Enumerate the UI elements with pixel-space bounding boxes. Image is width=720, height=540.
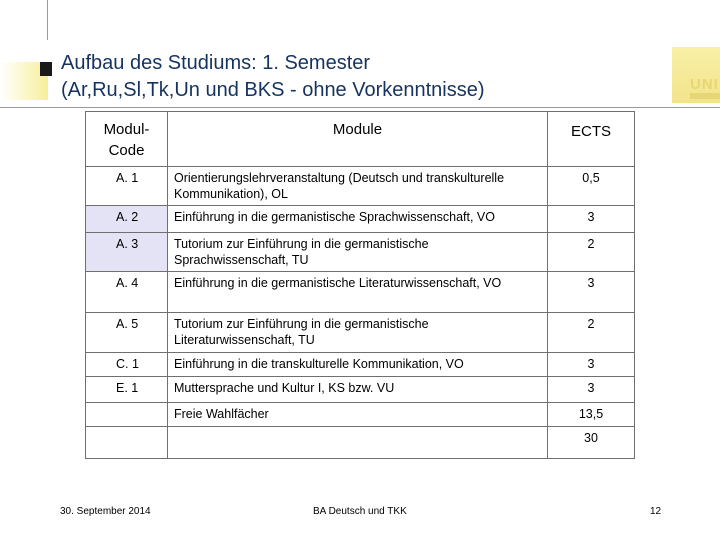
footer-date: 30. September 2014 xyxy=(60,506,151,517)
slide-title: Aufbau des Studiums: 1. Semester (Ar,Ru,Sl,Tk,Un und BKS - ohne Vorkenntnisse) xyxy=(61,52,485,101)
row-code: A. 5 xyxy=(86,313,168,353)
row-ects: 13,5 xyxy=(548,403,635,427)
row-module: Einführung in die germanistische Literaturwissenschaft, VO xyxy=(168,272,548,313)
row-ects: 2 xyxy=(548,233,635,272)
decorative-black-mark xyxy=(40,62,52,76)
header-ects: ECTS xyxy=(548,112,635,167)
table-row xyxy=(86,313,635,353)
table-row xyxy=(86,167,635,206)
header-module: Module xyxy=(168,112,548,167)
table-header-row xyxy=(86,112,635,167)
table-row xyxy=(86,427,635,459)
table-row xyxy=(86,233,635,272)
row-code xyxy=(86,427,168,459)
modules-table xyxy=(85,111,635,459)
row-code: A. 3 xyxy=(86,233,168,272)
row-ects: 3 xyxy=(548,272,635,313)
row-ects: 0,5 xyxy=(548,167,635,206)
row-ects: 3 xyxy=(548,353,635,377)
footer-center: BA Deutsch und TKK xyxy=(313,506,407,517)
row-module: Tutorium zur Einführung in die germanistische Literaturwissenschaft, TU xyxy=(168,313,548,353)
row-code: A. 4 xyxy=(86,272,168,313)
university-logo xyxy=(672,47,720,103)
row-code: C. 1 xyxy=(86,353,168,377)
row-ects: 30 xyxy=(548,427,635,459)
row-module: Muttersprache und Kultur I, KS bzw. VU xyxy=(168,377,548,403)
row-ects: 3 xyxy=(548,377,635,403)
frame-vertical-line xyxy=(47,0,48,40)
logo-subtext-bar xyxy=(690,93,720,99)
row-module: Einführung in die germanistische Sprachwissenschaft, VO xyxy=(168,206,548,233)
row-code: E. 1 xyxy=(86,377,168,403)
table-row xyxy=(86,353,635,377)
table-row xyxy=(86,206,635,233)
row-module: Orientierungslehrveranstaltung (Deutsch und transkulturelle Kommunikation), OL xyxy=(168,167,548,206)
table-row xyxy=(86,403,635,427)
frame-horizontal-line xyxy=(0,107,720,108)
table-row xyxy=(86,377,635,403)
row-ects: 2 xyxy=(548,313,635,353)
row-module xyxy=(168,427,548,459)
header-code: Modul- Code xyxy=(86,112,168,167)
table-row xyxy=(86,272,635,313)
page-number: 12 xyxy=(650,506,662,517)
modules-table-wrapper xyxy=(85,111,635,459)
row-ects: 3 xyxy=(548,206,635,233)
row-module: Freie Wahlfächer xyxy=(168,403,548,427)
logo-text: UNI xyxy=(690,76,719,93)
row-module: Tutorium zur Einführung in die germanistische Sprachwissenschaft, TU xyxy=(168,233,548,272)
row-code: A. 2 xyxy=(86,206,168,233)
row-code: A. 1 xyxy=(86,167,168,206)
row-module: Einführung in die transkulturelle Kommunikation, VO xyxy=(168,353,548,377)
row-code xyxy=(86,403,168,427)
